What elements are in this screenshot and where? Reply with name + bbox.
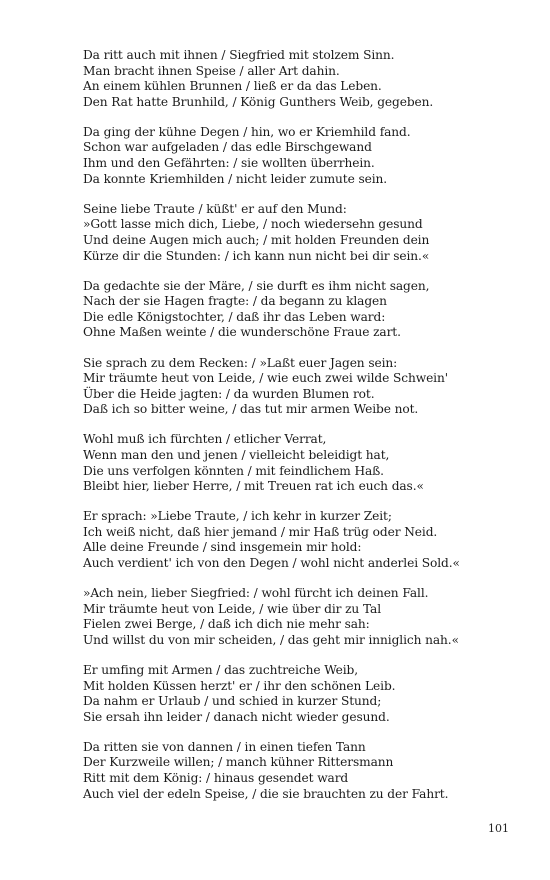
stanza-9: [83, 663, 523, 725]
verse-line: Auch verdient' ich von den Degen / wohl nicht anderlei Sold.«: [83, 556, 460, 571]
page-number: 101: [488, 822, 509, 835]
verse-line: Und willst du von mir scheiden, / das geht mir inniglich nah.«: [83, 632, 459, 647]
verse-line: Mir träumte heut von Leide, / wie euch zwei wilde Schwein': [83, 371, 448, 386]
verse-line: Nach der sie Hagen fragte: / da begann zu klagen: [83, 294, 387, 309]
verse-line: Da gedachte sie der Märe, / sie durft es ihm nicht sagen,: [83, 278, 430, 293]
verse-line: Da nahm er Urlaub / und schied in kurzer Stund;: [83, 694, 382, 709]
verse-line: Sie ersah ihn leider / danach nicht wieder gesund.: [83, 709, 390, 724]
verse-line: Ich weiß nicht, daß hier jemand / mir Haß trüg oder Neid.: [83, 524, 438, 539]
verse-line: Fielen zwei Berge, / daß ich dich nie mehr sah:: [83, 617, 370, 632]
verse-line: Bleibt hier, lieber Herre, / mit Treuen rat ich euch das.«: [83, 479, 424, 494]
poem-text: [83, 48, 523, 817]
stanza-5: [83, 356, 523, 418]
verse-line: Der Kurzweile willen; / manch kühner Rittersmann: [83, 755, 394, 770]
verse-line: Kürze dir die Stunden: / ich kann nun nicht bei dir sein.«: [83, 248, 430, 263]
stanza-3: [83, 202, 523, 264]
verse-line: Ohne Maßen weinte / die wunderschöne Fraue zart.: [83, 325, 401, 340]
verse-line: Wenn man den und jenen / vielleicht beleidigt hat,: [83, 447, 390, 462]
verse-line: Daß ich so bitter weine, / das tut mir armen Weibe not.: [83, 402, 419, 417]
stanza-7: [83, 509, 523, 571]
verse-line: »Ach nein, lieber Siegfried: / wohl fürcht ich deinen Fall.: [83, 586, 429, 601]
stanza-2: [83, 125, 523, 187]
verse-line: Da ritt auch mit ihnen / Siegfried mit stolzem Sinn.: [83, 48, 395, 62]
stanza-10: [83, 740, 523, 802]
stanza-6: [83, 432, 523, 494]
verse-line: Schon war aufgeladen / das edle Birschgewand: [83, 140, 372, 155]
verse-line: Seine liebe Traute / küßt' er auf den Mund:: [83, 201, 347, 216]
verse-line: »Gott lasse mich dich, Liebe, / noch wiedersehn gesund: [83, 217, 423, 232]
stanza-1: [83, 48, 523, 110]
verse-line: Er umfing mit Armen / das zuchtreiche Weib,: [83, 663, 359, 677]
verse-line: Er sprach: »Liebe Traute, / ich kehr in kurzer Zeit;: [83, 509, 392, 524]
verse-line: Da ritten sie von dannen / in einen tiefen Tann: [83, 739, 366, 754]
verse-line: Auch viel der edeln Speise, / die sie brauchten zu der Fahrt.: [83, 786, 449, 801]
verse-line: Da konnte Kriemhilden / nicht leider zumute sein.: [83, 171, 388, 186]
verse-line: Alle deine Freunde / sind insgemein mir hold:: [83, 540, 362, 555]
verse-line: Ritt mit dem König: / hinaus gesendet ward: [83, 771, 349, 786]
verse-line: Mir träumte heut von Leide, / wie über dir zu Tal: [83, 601, 382, 616]
verse-line: Und deine Augen mich auch; / mit holden Freunden dein: [83, 232, 430, 247]
verse-line: Da ging der kühne Degen / hin, wo er Kriemhild fand.: [83, 124, 411, 139]
verse-line: Über die Heide jagten: / da wurden Blumen rot.: [83, 386, 375, 401]
verse-line: Den Rat hatte Brunhild, / König Gunthers Weib, gegeben.: [83, 94, 434, 109]
verse-line: Wohl muß ich fürchten / etlicher Verrat,: [83, 432, 327, 447]
verse-line: Mit holden Küssen herzt' er / ihr den schönen Leib.: [83, 678, 396, 693]
verse-line: Die edle Königstochter, / daß ihr das Leben ward:: [83, 309, 386, 324]
verse-line: An einem kühlen Brunnen / ließ er da das Leben.: [83, 79, 382, 94]
stanza-8: [83, 586, 523, 648]
verse-line: Ihm und den Gefährten: / sie wollten überrhein.: [83, 156, 375, 171]
verse-line: Sie sprach zu dem Recken: / »Laßt euer Jagen sein:: [83, 355, 398, 370]
verse-line: Die uns verfolgen könnten / mit feindlichem Haß.: [83, 463, 384, 478]
verse-line: Man bracht ihnen Speise / aller Art dahin.: [83, 63, 340, 78]
stanza-4: [83, 279, 523, 341]
